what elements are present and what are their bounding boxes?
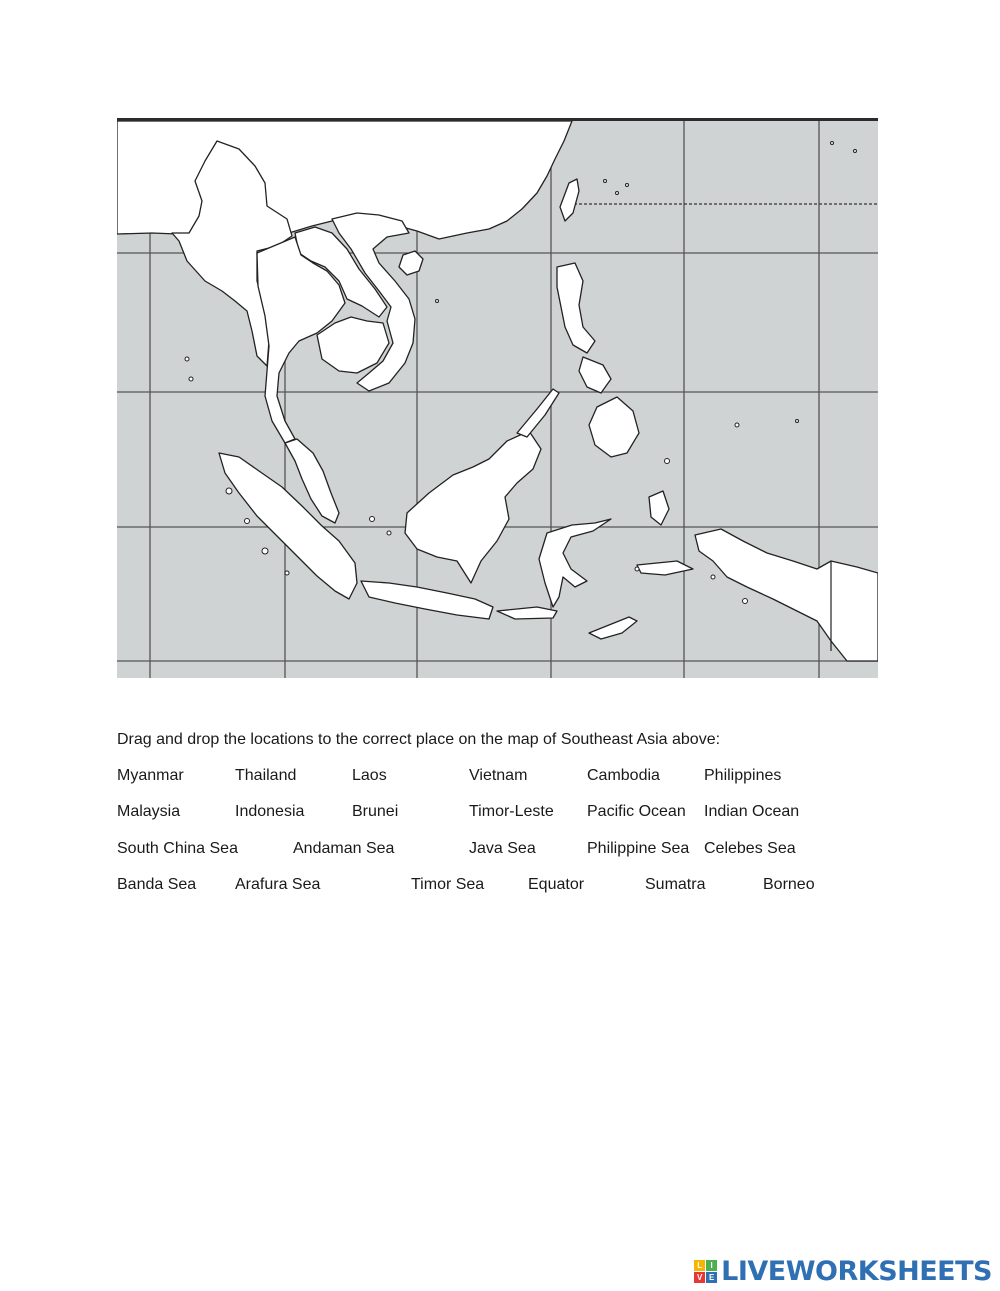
land-sumatra bbox=[219, 453, 357, 599]
word-philippine-sea[interactable]: Philippine Sea bbox=[587, 840, 690, 857]
word-arafura-sea[interactable]: Arafura Sea bbox=[235, 876, 321, 893]
word-sumatra[interactable]: Sumatra bbox=[645, 876, 706, 893]
land-luzon bbox=[557, 263, 595, 353]
word-borneo[interactable]: Borneo bbox=[763, 876, 815, 893]
word-banda-sea[interactable]: Banda Sea bbox=[117, 876, 197, 893]
word-celebes-sea[interactable]: Celebes Sea bbox=[704, 840, 796, 857]
logo-icon bbox=[694, 1260, 717, 1283]
word-pacific-ocean[interactable]: Pacific Ocean bbox=[587, 803, 686, 820]
word-indonesia[interactable]: Indonesia bbox=[235, 803, 305, 820]
word-laos[interactable]: Laos bbox=[352, 767, 387, 784]
land-new-guinea bbox=[695, 529, 878, 661]
land-taiwan bbox=[560, 179, 579, 221]
word-equator[interactable]: Equator bbox=[528, 876, 585, 893]
liveworksheets-logo bbox=[694, 1256, 992, 1286]
land-timor bbox=[589, 617, 637, 639]
word-java-sea[interactable]: Java Sea bbox=[469, 840, 536, 857]
word-myanmar[interactable]: Myanmar bbox=[117, 767, 184, 784]
logo-block-e: E bbox=[706, 1272, 717, 1283]
land-halmahera bbox=[649, 491, 669, 525]
word-cambodia[interactable]: Cambodia bbox=[587, 767, 660, 784]
word-philippines[interactable]: Philippines bbox=[704, 767, 782, 784]
land-borneo bbox=[405, 431, 541, 583]
land-hainan bbox=[399, 251, 423, 275]
land-sulawesi bbox=[539, 519, 611, 607]
map-svg bbox=[117, 121, 878, 678]
word-indian-ocean[interactable]: Indian Ocean bbox=[704, 803, 800, 820]
land-masses bbox=[117, 121, 878, 661]
word-vietnam[interactable]: Vietnam bbox=[469, 767, 528, 784]
land-java bbox=[361, 581, 493, 619]
southeast-asia-map bbox=[117, 118, 878, 678]
word-malaysia[interactable]: Malaysia bbox=[117, 803, 181, 820]
land-mindanao bbox=[589, 397, 639, 457]
logo-block-l: L bbox=[694, 1260, 705, 1271]
word-andaman-sea[interactable]: Andaman Sea bbox=[293, 840, 395, 857]
word-brunei[interactable]: Brunei bbox=[352, 803, 399, 820]
logo-block-v: V bbox=[694, 1272, 705, 1283]
logo-block-i: I bbox=[706, 1260, 717, 1271]
word-thailand[interactable]: Thailand bbox=[235, 767, 297, 784]
word-south-china-sea[interactable]: South China Sea bbox=[117, 840, 238, 857]
logo-text: LIVEWORKSHEETS bbox=[721, 1255, 992, 1287]
land-palawan bbox=[517, 389, 559, 437]
word-timor-leste[interactable]: Timor-Leste bbox=[469, 803, 554, 820]
word-timor-sea[interactable]: Timor Sea bbox=[411, 876, 485, 893]
land-visayas bbox=[579, 357, 611, 393]
instructions-text: Drag and drop the locations to the correct place on the map of Southeast Asia above: bbox=[117, 731, 721, 748]
land-lesser-sunda bbox=[497, 607, 557, 619]
